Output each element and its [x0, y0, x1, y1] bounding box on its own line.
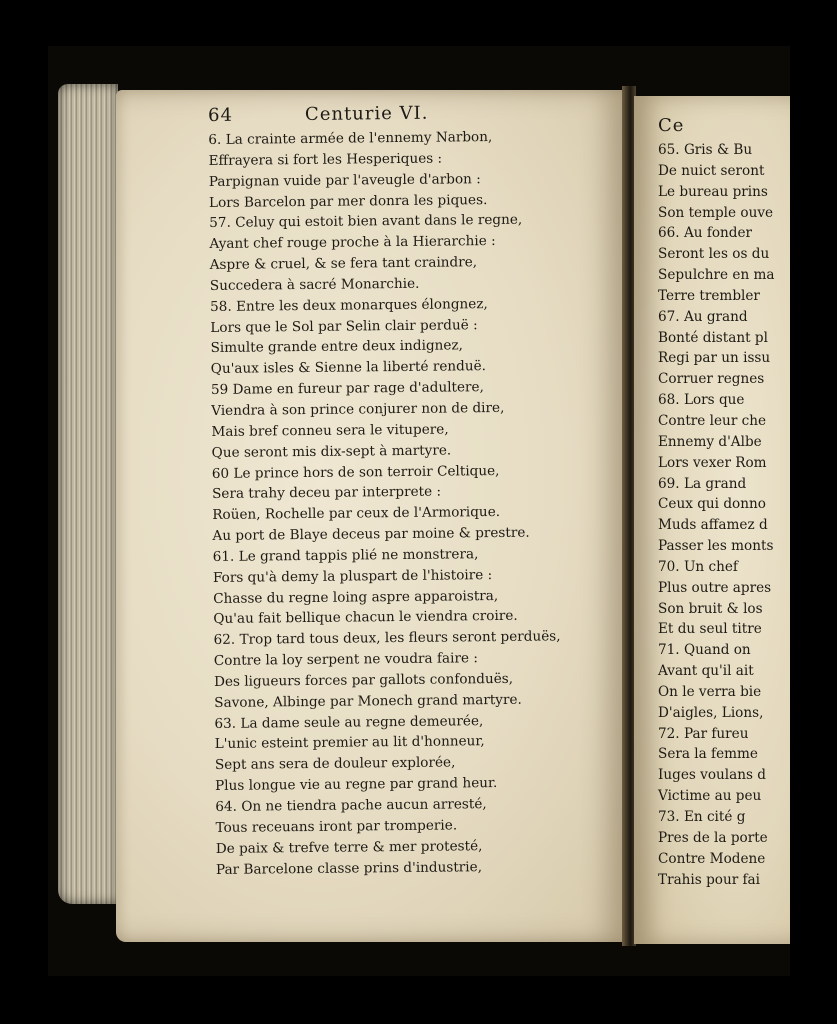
photo-frame [48, 46, 790, 976]
verse-line: Contre la loy serpent ne voudra faire : [213, 650, 478, 670]
verse-line: Savone, Albinge par Monech grand martyre. [214, 691, 522, 711]
verse-line: Le bureau prins [658, 183, 768, 200]
verse-line: Effrayera si fort les Hesperiques : [208, 150, 443, 169]
verse-line: 69. La grand [658, 475, 747, 492]
verse-line: Que seront mis dix-sept à martyre. [211, 442, 452, 461]
verse-line: Contre leur che [658, 412, 767, 429]
right-page-text [658, 116, 775, 890]
verse-line: Plus outre apres [658, 579, 772, 596]
running-title: Centurie VI. [304, 102, 429, 125]
verse-line: Au port de Blaye deceus par moine & prestre. [212, 524, 530, 545]
verse-line: 58. Entre les deux monarques élongnez, [210, 295, 488, 315]
verse-line: Plus longue vie au regne par grand heur. [215, 775, 498, 795]
verse-line: 57. Celuy qui estoit bien avant dans le regne, [209, 212, 523, 232]
verse-line: 67. Au grand [658, 308, 748, 325]
verse-line: Viendra à son prince conjurer non de dire, [211, 399, 505, 419]
verse-line: De paix & trefve terre & mer protesté, [215, 837, 483, 857]
verse-line: 62. Trop tard tous deux, les fleurs seront perduës, [213, 628, 561, 649]
verse-line: Tous receuans iront par tromperie. [215, 817, 458, 836]
verse-line: Lors Barcelon par mer donra les piques. [208, 191, 488, 211]
right-verse-block [658, 140, 775, 890]
left-page [116, 90, 626, 942]
verse-line: 6. La crainte armée de l'ennemy Narbon, [208, 129, 493, 148]
page-edges [58, 84, 118, 904]
verse-line: 71. Quand on [658, 642, 751, 659]
verse-line: Regi par un issu [658, 350, 771, 367]
verse-line: Roüen, Rochelle par ceux de l'Armorique. [212, 504, 501, 524]
verse-line: Corruer regnes [658, 371, 765, 388]
verse-line: Sept ans sera de douleur explorée, [214, 754, 456, 774]
verse-line: Passer les monts [658, 538, 774, 555]
verse-line: Aspre & cruel, & se fera tant craindre, [209, 254, 478, 274]
verse-line: Iuges voulans d [658, 767, 766, 784]
verse-line: 64. On ne tiendra pache aucun arresté, [215, 796, 487, 815]
left-page-text [208, 102, 596, 880]
verse-line: Parpignan vuide par l'aveugle d'arbon : [208, 170, 481, 190]
verse-line: 59 Dame en fureur par rage d'adultere, [210, 379, 484, 399]
verse-line: 61. Le grand tappis plié ne monstrera, [212, 546, 479, 565]
right-page [634, 96, 790, 944]
verse-line: 60 Le prince hors de son terroir Celtique, [211, 462, 500, 482]
verse-line: L'unic esteint premier au lit d'honneur, [214, 733, 485, 753]
verse-line: Chasse du regne loing aspre apparoistra, [213, 587, 499, 607]
verse-line: 70. Un chef [658, 558, 738, 575]
verse-line: Des ligueurs forces par gallots confonduës, [213, 670, 514, 690]
verse-line: Et du seul titre [658, 621, 762, 638]
verse-line: Fors qu'à demy la pluspart de l'histoire : [212, 566, 493, 586]
verse-line: Succedera à sacré Monarchie. [209, 275, 420, 294]
verse-line: 63. La dame seule au regne demeurée, [214, 712, 484, 732]
verse-line: Muds affamez d [658, 517, 768, 534]
verse-line: Pres de la porte [658, 829, 768, 846]
verse-line: Terre trembler [658, 287, 760, 304]
verse-line: Trahis pour fai [658, 871, 761, 888]
verse-line: 73. En cité g [658, 809, 746, 825]
verse-line: Sera la femme [658, 746, 758, 763]
verse-line: Avant qu'il ait [658, 663, 754, 680]
verse-line: Son bruit & los [658, 600, 763, 617]
verse-line: Son temple ouve [658, 204, 774, 221]
verse-line: Simulte grande entre deux indignez, [210, 337, 463, 357]
verse-line: Sera trahy deceu par interprete : [211, 483, 442, 503]
verse-line: De nuict seront [658, 162, 765, 179]
verse-line: D'aigles, Lions, [658, 704, 764, 721]
verse-line: Seront les os du [658, 246, 770, 263]
verse-line: Lors vexer Rom [658, 454, 767, 471]
verse-line: Lors que le Sol par Selin clair perduë : [210, 316, 478, 336]
verse-line: Par Barcelone classe prins d'industrie, [215, 858, 483, 878]
right-running-head: Ce [658, 115, 685, 136]
verse-line: Mais bref conneu sera le vitupere, [211, 421, 449, 440]
verse-line: Ayant chef rouge proche à la Hierarchie : [209, 233, 496, 253]
verse-line: Bonté distant pl [658, 329, 768, 346]
verse-line: 66. Au fonder [658, 225, 753, 242]
verse-line: Contre Modene [658, 850, 766, 867]
verse-line: Qu'au fait bellique chacun le viendra croire. [213, 608, 518, 628]
verse-line: Ennemy d'Albe [658, 433, 762, 450]
verse-line: 72. Par fureu [658, 725, 749, 742]
verse-line: Ceux qui donno [658, 496, 766, 513]
verse-line: Qu'aux isles & Sienne la liberté renduë. [210, 358, 486, 378]
left-verse-block [208, 126, 596, 880]
page-number: 64 [207, 104, 234, 126]
verse-line: Victime au peu [658, 788, 762, 805]
verse-line: 68. Lors que [658, 392, 745, 409]
verse-line: On le verra bie [658, 683, 762, 700]
verse-line: Sepulchre en ma [658, 267, 775, 284]
verse-line: 65. Gris & Bu [658, 142, 753, 158]
